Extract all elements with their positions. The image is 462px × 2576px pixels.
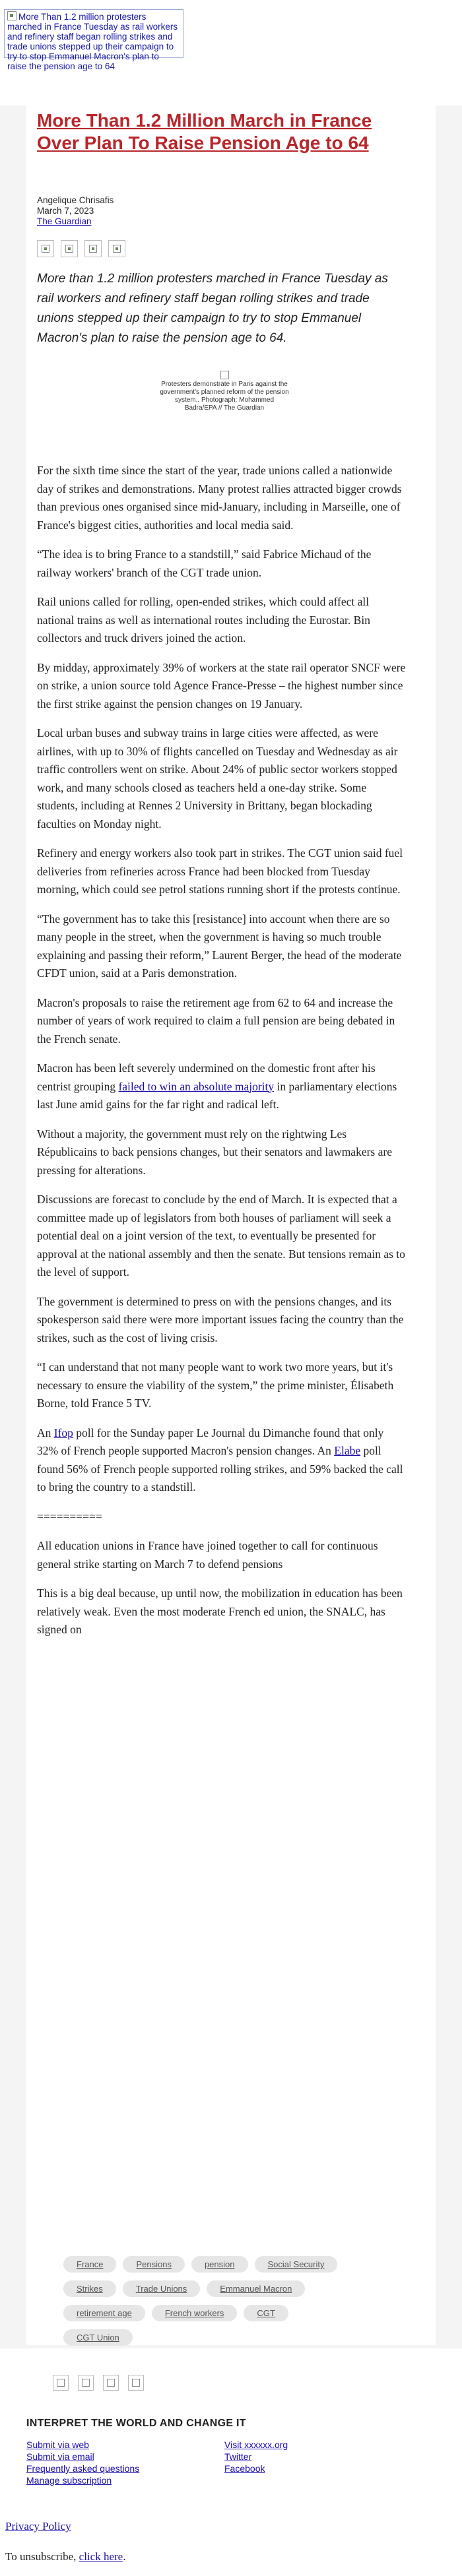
submit-web-link[interactable]: Submit via web [26, 2439, 89, 2450]
tag-pensions[interactable]: Pensions [123, 2256, 184, 2273]
hero-image-alt: More Than 1.2 million protesters marched in France Tuesday as rail workers and refinery staff began rolling strikes and trade unions stepped up their campaign to try to stop Emmanuel Macron's plan to raise the pension age to 64 [7, 12, 178, 71]
footer-left-links [26, 2439, 224, 2486]
print-icon [113, 245, 121, 253]
share-bar-bottom [53, 2375, 144, 2391]
separator: ========== [37, 1509, 102, 1523]
print-icon [132, 2379, 140, 2387]
submit-email-link[interactable]: Submit via email [26, 2451, 94, 2462]
elabe-link[interactable]: Elabe [334, 1444, 361, 1457]
broken-image-icon [7, 11, 16, 20]
paragraph: Rail unions called for rolling, open-ended strikes, which could affect all national trains as well as international routes including the Eurostar. Bin collectors and truck drivers joined the action. [37, 595, 370, 644]
privacy-policy-link[interactable]: Privacy Policy [5, 2520, 71, 2532]
paragraph-text: poll found 56% of French people supported rolling strikes, and 59% backed the call to bring the country to a standstill. [37, 1444, 403, 1493]
date: March 7, 2023 [37, 206, 94, 216]
footer-right-links [224, 2439, 422, 2486]
paragraph: Macron's proposals to raise the retirement age from 62 to 64 and increase the number of years of work required to claim a full pension are being debated in the French senate. [37, 995, 395, 1046]
unsubscribe-line [5, 2550, 125, 2563]
share-email-button[interactable] [84, 240, 102, 257]
broken-image-icon [220, 371, 229, 379]
tag-pension[interactable]: pension [191, 2256, 248, 2273]
paragraph: “The idea is to bring France to a standstill,” said Fabrice Michaud of the railway workers' branch of the CGT trade union. [37, 548, 372, 579]
share-print-button[interactable] [108, 240, 125, 257]
tag-cgt-union[interactable]: CGT Union [63, 2329, 133, 2346]
share-email-button[interactable] [103, 2375, 119, 2391]
paragraph: For the sixth time since the start of the year, trade unions called a nationwide day of strikes and demonstrations. Many protest rallies attracted bigger crowds than previous ones organised since mid-January, including in Marseille, one of France's biggest cities, authorities and local media said. [37, 464, 402, 532]
email-icon [107, 2379, 115, 2387]
ifop-link[interactable]: Ifop [53, 1426, 73, 1439]
share-twitter-button[interactable] [61, 240, 78, 257]
unsubscribe-link[interactable]: click here [79, 2550, 123, 2563]
tag-list [63, 2256, 354, 2346]
share-twitter-button[interactable] [78, 2375, 94, 2391]
share-bar-top [37, 240, 125, 257]
paragraph [37, 1424, 407, 1497]
source-link[interactable]: The Guardian [37, 216, 92, 226]
twitter-link[interactable]: Twitter [224, 2451, 252, 2462]
paragraph [37, 1059, 407, 1114]
facebook-icon [42, 245, 50, 253]
article-body [37, 462, 407, 1650]
paragraph: All education unions in France have joined together to call for continuous general strike starting on March 7 to defend pensions [37, 1539, 378, 1571]
paragraph: Local urban buses and subway trains in large cities were affected, as were airlines, with up to 30% of flights cancelled on Tuesday and Wednesday as air traffic controllers went on strike. About 24% of public sector workers stopped work, and many schools closed as teachers held a one-day strike. Some students, including at Rennes 2 University in Brittany, began blockading faculties on Monday night. [37, 726, 398, 831]
share-facebook-button[interactable] [37, 240, 54, 257]
paragraph: The government is determined to press on with the pensions changes, and its spokesperson said there were more important issues facing the country than the strikes, such as the cost of living crisis. [37, 1294, 404, 1344]
share-facebook-button[interactable] [53, 2375, 69, 2391]
faq-link[interactable]: Frequently asked questions [26, 2463, 140, 2474]
twitter-icon [82, 2379, 90, 2387]
unsubscribe-text: To unsubscribe, [5, 2550, 79, 2563]
email-icon [89, 245, 97, 253]
tag-social-security[interactable]: Social Security [255, 2256, 338, 2273]
photo-caption [158, 371, 290, 412]
paragraph: “The government has to take this [resistance] into account when there are so many people in the street, when the government is having so much trouble explaining and passing their reform,” Laurent Berger, the head of the moderate CFDT union, said at a Paris demonstration. [37, 912, 402, 980]
paragraph: Refinery and energy workers also took part in strikes. The CGT union said fuel deliveries from refineries across France had been blocked from Tuesday morning, which could see petrol stations running short if the protests continue. [37, 846, 403, 896]
tag-strikes[interactable]: Strikes [63, 2280, 116, 2297]
newsletter-footer [26, 2418, 436, 2486]
twitter-icon [65, 245, 73, 253]
paragraph: Discussions are forecast to conclude by the end of March. It is expected that a committee made up of legislators from both houses of parliament will seek a potential deal on a joint version of the text, to eventually be presented for approval at the national assembly and then the senate. But tensions remain as to the level of support. [37, 1193, 405, 1278]
visit-site-link[interactable]: Visit xxxxxx.org [224, 2439, 288, 2450]
unsubscribe-end: . [123, 2550, 126, 2563]
article-meta [37, 195, 114, 227]
tag-retirement-age[interactable]: retirement age [63, 2305, 145, 2321]
author: Angelique Chrisafis [37, 195, 114, 205]
paragraph: Without a majority, the government must rely on the rightwing Les Républicains to back pensions changes, but their senators and lawmakers are pressing for alterations. [37, 1127, 392, 1177]
tag-france[interactable]: France [63, 2256, 116, 2273]
article-headline[interactable]: More Than 1.2 Million March in France Over Plan To Raise Pension Age to 64 [37, 110, 372, 153]
paragraph: “I can understand that not many people want to work two more years, but it's necessary to ensure the viability of the system,” the prime minister, Élisabeth Borne, told France 5 TV. [37, 1360, 394, 1410]
footer-heading: INTERPRET THE WORLD AND CHANGE IT [26, 2418, 246, 2429]
paragraph-text: poll for the Sunday paper Le Journal du Dimanche found that only 32% of French people supported Macron's pension changes. An [37, 1426, 384, 1457]
hero-image[interactable] [4, 9, 183, 71]
paragraph-text: An [37, 1426, 54, 1439]
paragraph-text: Macron has been left severely undermined on the domestic front after his centrist grouping [37, 1061, 376, 1093]
standfirst: More than 1.2 million protesters marched in France Tuesday as rail workers and refinery staff began rolling strikes and trade unions stepped up their campaign to try to stop Emmanuel Macron's plan to raise the pension age to 64. [37, 272, 388, 345]
paragraph-text: in parliamentary elections last June amid gains for the far right and radical left. [37, 1079, 397, 1111]
tag-trade-unions[interactable]: Trade Unions [123, 2280, 201, 2297]
absolute-majority-link[interactable]: failed to win an absolute majority [118, 1079, 275, 1093]
paragraph: This is a big deal because, up until now, the mobilization in education has been relatively weak. Even the most moderate French ed union, the SNALC, has signed on [37, 1586, 403, 1636]
share-print-button[interactable] [128, 2375, 144, 2391]
facebook-icon [57, 2379, 65, 2387]
tag-emmanuel-macron[interactable]: Emmanuel Macron [207, 2280, 305, 2297]
paragraph: By midday, approximately 39% of workers at the state rail operator SNCF were on strike, a union source told Agence France-Presse – the highest number since the first strike against the pension changes on 19 January. [37, 660, 406, 710]
tag-cgt[interactable]: CGT [244, 2305, 288, 2321]
manage-subscription-link[interactable]: Manage subscription [26, 2475, 112, 2486]
facebook-link[interactable]: Facebook [224, 2463, 265, 2474]
caption-text: Protesters demonstrate in Paris against the government's planned reform of the pension system.. Photograph: Mohammed Badra/EPA // The Guardian [160, 381, 289, 412]
tag-french-workers[interactable]: French workers [152, 2305, 238, 2321]
